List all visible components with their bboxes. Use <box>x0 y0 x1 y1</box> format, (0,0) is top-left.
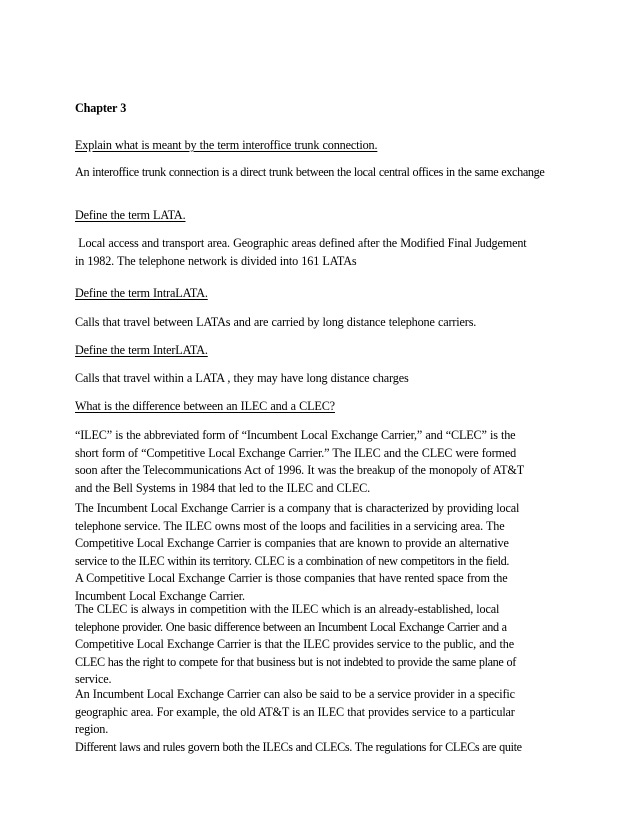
text-line: A Competitive Local Exchange Carrier is those companies that have rented space from the <box>75 571 508 586</box>
section-heading-interoffice-trunk: Explain what is meant by the term interoffice trunk connection. <box>75 138 378 152</box>
section-answer-interoffice-trunk <box>75 164 563 182</box>
text-line: short form of “Competitive Local Exchange Carrier.” The ILEC and the CLEC were formed <box>75 445 517 460</box>
text-line: An interoffice trunk connection is a direct trunk between the local central offices in the same exchange <box>75 165 545 179</box>
text-line: The CLEC is always in competition with the ILEC which is an already-established, local <box>75 602 500 616</box>
section-heading-lata: Define the term LATA. <box>75 208 186 222</box>
text-line: Incumbent Local Exchange Carrier. <box>75 588 245 603</box>
text-line: “ILEC” is the abbreviated form of “Incumbent Local Exchange Carrier,” and “CLEC” is the <box>75 428 516 442</box>
text-line: Calls that travel between LATAs and are carried by long distance telephone carriers. <box>75 315 477 329</box>
text-line: Competitive Local Exchange Carrier is that the ILEC provides service to the public, and the <box>75 637 514 652</box>
text-line: telephone service. The ILEC owns most of the loops and facilities in a servicing area. The <box>75 518 505 533</box>
text-line: in 1982. The telephone network is divided into 161 LATAs <box>75 253 357 268</box>
text-line: Different laws and rules govern both the ILECs and CLECs. The regulations for CLECs are quite <box>75 739 522 754</box>
ilec-clec-paragraph-4 <box>75 686 563 756</box>
text-line: The Incumbent Local Exchange Carrier is a company that is characterized by providing local <box>75 501 520 515</box>
section-heading-ilec-clec: What is the difference between an ILEC and a CLEC? <box>75 399 335 413</box>
text-line: region. <box>75 722 109 737</box>
section-answer-intralata <box>75 314 563 332</box>
text-line: service to the ILEC within its territory. CLEC is a combination of new competitors in the field. <box>75 553 510 568</box>
text-line: An Incumbent Local Exchange Carrier can also be said to be a service provider in a specific <box>75 687 515 701</box>
ilec-clec-paragraph-1 <box>75 427 563 497</box>
ilec-clec-paragraph-2 <box>75 500 563 606</box>
text-line: Calls that travel within a LATA , they may have long distance charges <box>75 371 409 385</box>
text-line: service. <box>75 672 112 687</box>
text-line: geographic area. For example, the old AT&T is an ILEC that provides service to a particular <box>75 704 515 719</box>
ilec-clec-paragraph-3 <box>75 601 563 689</box>
text-line: telephone provider. One basic difference between an Incumbent Local Exchange Carrier and a <box>75 619 507 634</box>
text-line: Competitive Local Exchange Carrier is companies that are known to provide an alternative <box>75 536 509 551</box>
text-line: Local access and transport area. Geographic areas defined after the Modified Final Judgement <box>75 236 527 250</box>
section-answer-interlata <box>75 370 563 388</box>
text-line: soon after the Telecommunications Act of 1996. It was the breakup of the monopoly of AT&T <box>75 463 525 478</box>
section-heading-intralata: Define the term IntraLATA. <box>75 286 208 300</box>
section-heading-interlata: Define the term InterLATA. <box>75 343 208 357</box>
text-line: CLEC has the right to compete for that business but is not indebted to provide the same plane of <box>75 654 516 669</box>
section-answer-lata <box>75 235 563 270</box>
text-line: and the Bell Systems in 1984 that led to the ILEC and CLEC. <box>75 480 370 495</box>
chapter-title: Chapter 3 <box>75 101 127 115</box>
